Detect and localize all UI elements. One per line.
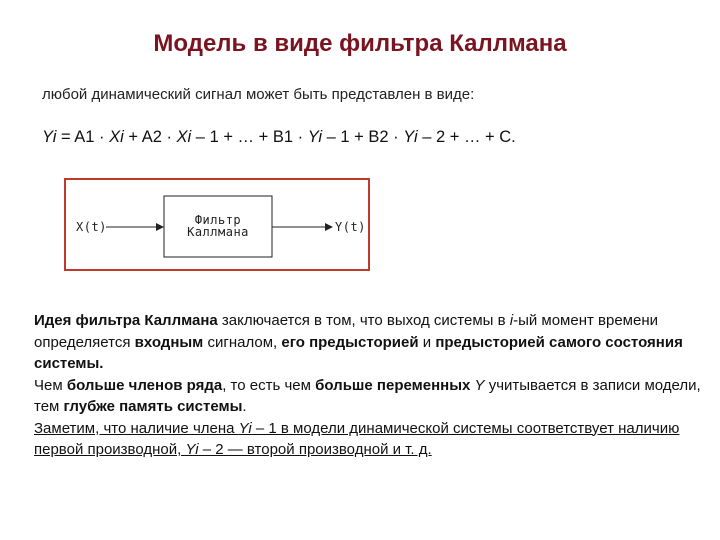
formula-part: Xi — [109, 128, 124, 146]
filter-box-label-line1: Фильтр — [194, 213, 242, 227]
input-label: X(t) — [76, 220, 107, 234]
paragraph-text: – 1 в модели динамической системы соответствует наличию первой производной, — [34, 419, 680, 458]
paragraph-text: сигналом, — [203, 333, 282, 351]
kalman-filter-diagram — [64, 178, 370, 271]
paragraph-1 — [34, 310, 714, 375]
output-label: Y(t) — [335, 220, 366, 234]
paragraph-text: больше переменных — [315, 376, 471, 394]
paragraph-text: Заметим, что наличие члена — [34, 419, 239, 437]
intro-text: любой динамический сигнал может быть представлен в виде: — [42, 86, 475, 103]
paragraph-2 — [34, 375, 714, 418]
paragraph-text: -ый момент времени определяется — [34, 312, 659, 351]
formula-part: + A2 · — [123, 128, 177, 146]
paragraph-text: – 2 — второй производной и т. д. — [198, 441, 432, 458]
formula-part: Yi — [42, 128, 57, 146]
paragraph-text: глубже память системы — [63, 398, 243, 415]
paragraph-text: Чем — [34, 376, 67, 394]
slide-title: Модель в виде фильтра Каллмана — [153, 30, 567, 57]
paragraph-text: i — [509, 312, 514, 329]
formula-part: Yi — [403, 128, 418, 146]
formula-part: = A1 · — [56, 128, 110, 146]
formula-part: – 1 + … + B1 · — [191, 128, 308, 146]
paragraph-text: входным — [134, 333, 204, 351]
paragraph-text: предысторией самого состояния системы. — [34, 333, 683, 372]
paragraph-text: учитывается в записи модели, тем — [34, 376, 701, 415]
explanation-text — [34, 310, 714, 461]
formula-part: – 1 + B2 · — [322, 128, 404, 146]
formula-part: – 2 + … + C. — [417, 128, 516, 146]
paragraph-3 — [34, 418, 714, 461]
paragraph-text: Идея фильтра Каллмана — [34, 312, 218, 329]
formula-part: Xi — [176, 128, 192, 146]
paragraph-text: Yi — [185, 441, 199, 458]
paragraph-text: Y — [474, 376, 485, 394]
filter-box-label-line2: Каллмана — [187, 225, 249, 239]
paragraph-text: и — [418, 333, 436, 351]
paragraph-text: , то есть чем — [222, 376, 316, 394]
paragraph-text: больше членов ряда — [66, 376, 223, 394]
diagram-svg — [66, 180, 368, 269]
formula-part: Yi — [307, 128, 323, 146]
formula — [42, 128, 516, 147]
paragraph-text: его предысторией — [281, 333, 419, 351]
paragraph-text: заключается в том, что выход системы в — [217, 312, 510, 329]
paragraph-text: Yi — [238, 419, 252, 437]
paragraph-text: . — [242, 398, 247, 415]
